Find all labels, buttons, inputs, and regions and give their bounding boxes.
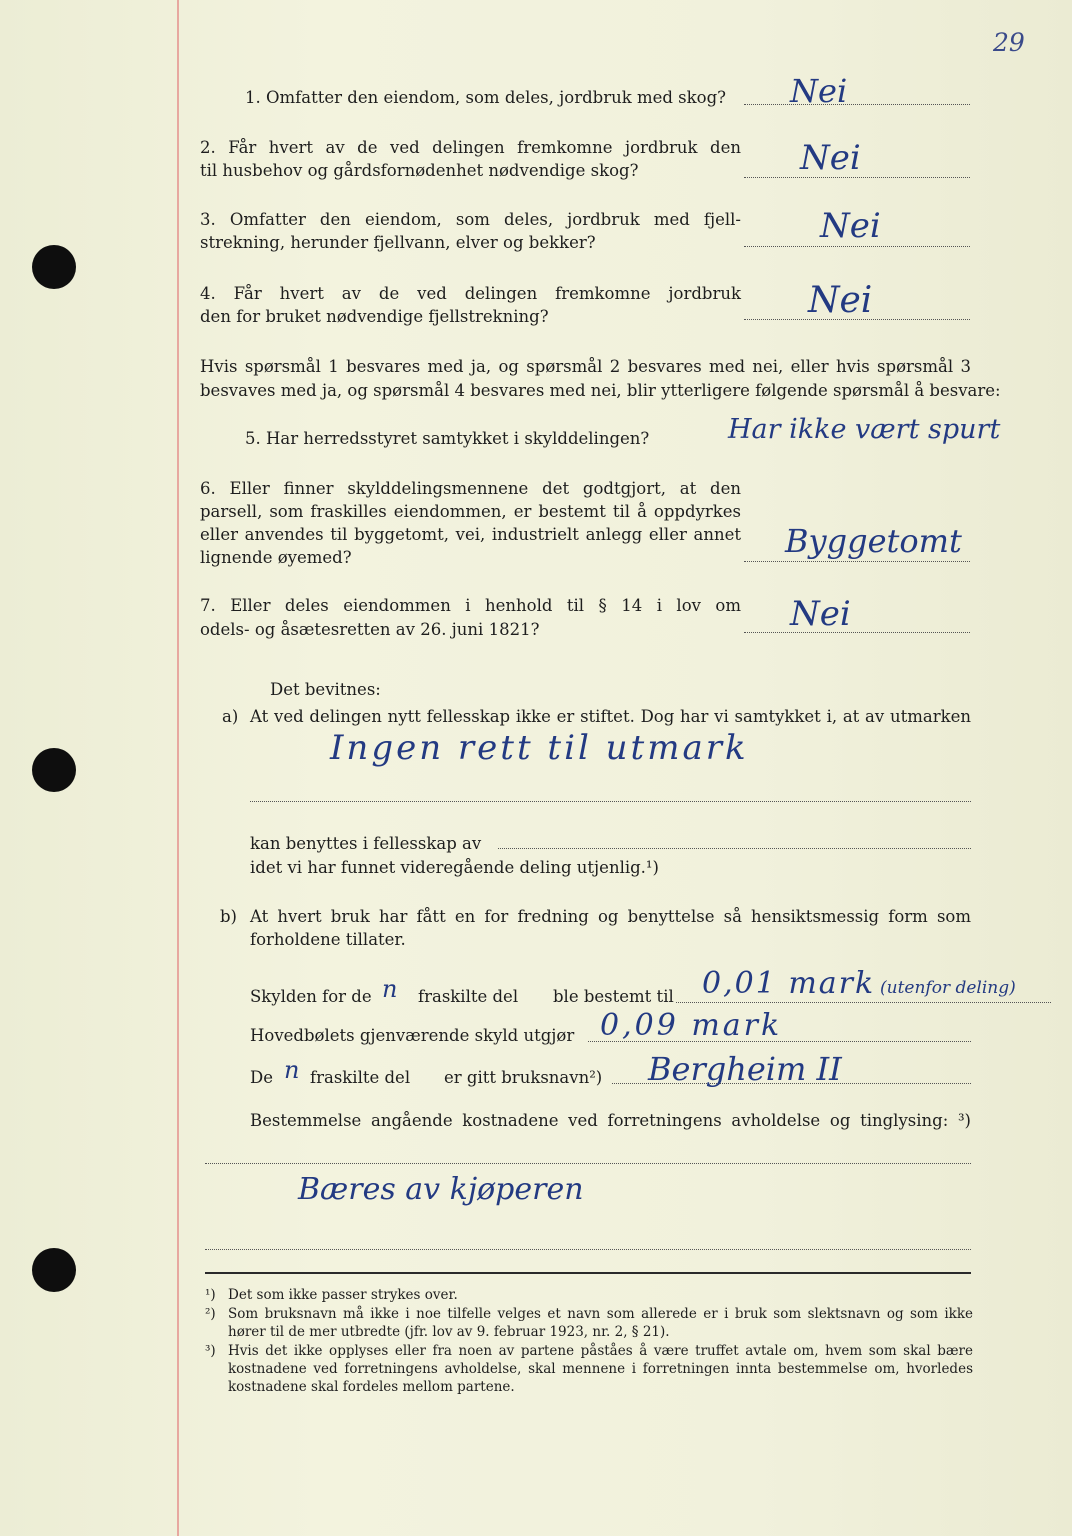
skyld-label-post: ble bestemt til: [553, 987, 674, 1006]
question-4-answer: Nei: [808, 280, 873, 321]
question-6-answer: Byggetomt: [785, 522, 962, 560]
answer-line: [744, 246, 970, 247]
red-margin-line: [177, 0, 179, 1536]
answer-line: [205, 1249, 971, 1250]
question-2-line-1: 2. Får hvert av de ved delingen fremkomne jordbruk den: [200, 138, 741, 157]
condition-line-1: Hvis spørsmål 1 besvares med ja, og spørsmål 2 besvares med nei, eller hvis spørsmål 3: [200, 357, 971, 376]
question-1-text: 1. Omfatter den eiendom, som deles, jordbruk med skog?: [245, 88, 726, 107]
footnote-1-line-1: Det som ikke passer strykes over.: [228, 1287, 458, 1303]
punch-hole-icon: [32, 1248, 76, 1292]
skyld-label-mid: fraskilte del: [418, 987, 519, 1006]
question-1-answer: Nei: [790, 72, 848, 110]
footnote-rule: [205, 1272, 971, 1274]
question-7-line-1: 7. Eller deles eiendommen i henhold til § 14 i lov om: [200, 596, 741, 615]
question-4-line-1: 4. Får hvert av de ved delingen fremkomne jordbruk: [200, 284, 741, 303]
item-a-answer: Ingen rett til utmark: [330, 728, 749, 768]
skyld-label-pre: Skylden for de: [250, 987, 372, 1006]
item-a-line-2: kan benyttes i fellesskap av: [250, 834, 482, 853]
question-3-answer: Nei: [820, 206, 881, 246]
bevitnes-heading: Det bevitnes:: [270, 680, 381, 699]
answer-line: [744, 561, 970, 562]
item-b-line-2: forholdene tillater.: [250, 930, 406, 949]
answer-line: [676, 1002, 1051, 1003]
skyld-insertion: n: [382, 975, 398, 1003]
answer-line: [744, 632, 970, 633]
bruksnavn-value: Bergheim II: [648, 1050, 842, 1088]
footnote-3-line-1: Hvis det ikke opplyses eller fra noen av partene påståes å være truffet avtale om, hvem som skal bære: [228, 1343, 973, 1359]
item-a-label: a): [222, 707, 239, 726]
page-number: 29: [993, 28, 1025, 57]
question-7-line-2: odels- og åsætesretten av 26. juni 1821?: [200, 620, 540, 639]
bruksnavn-label-pre: De: [250, 1068, 273, 1087]
footnote-2-line-2: hører til de mer utbredte (jfr. lov av 9. februar 1923, nr. 2, § 21).: [228, 1324, 670, 1340]
hoved-label: Hovedbølets gjenværende skyld utgjør: [250, 1026, 575, 1045]
question-6-line-4: lignende øyemed?: [200, 548, 352, 567]
answer-line: [744, 104, 970, 105]
question-5-text: 5. Har herredsstyret samtykket i skylddelingen?: [245, 429, 650, 448]
kostnad-label: Bestemmelse angående kostnadene ved forretningens avholdelse og tinglysing: ³): [250, 1111, 971, 1130]
answer-line: [498, 848, 971, 849]
condition-line-2: besvaves med ja, og spørsmål 4 besvares med nei, blir ytterligere følgende spørsmål å besvare:: [200, 381, 1001, 400]
question-3-line-1: 3. Omfatter den eiendom, som deles, jordbruk med fjell-: [200, 210, 741, 229]
footnote-3-line-2: kostnadene ved forretningens avholdelse, skal mennene i forretningen innta bestemmelse om, hvorledes: [228, 1361, 973, 1377]
item-b-label: b): [220, 907, 237, 926]
answer-line: [250, 801, 971, 802]
kostnad-answer: Bæres av kjøperen: [298, 1172, 584, 1207]
question-2-answer: Nei: [800, 138, 861, 178]
question-7-answer: Nei: [790, 594, 851, 634]
punch-hole-icon: [32, 245, 76, 289]
question-3-line-2: strekning, herunder fjellvann, elver og bekker?: [200, 233, 596, 252]
question-4-line-2: den for bruket nødvendige fjellstrekning?: [200, 307, 549, 326]
item-a-line-3: idet vi har funnet videregående deling utjenlig.¹): [250, 858, 659, 877]
hoved-value: 0,09 mark: [600, 1008, 783, 1043]
footnote-2-line-1: Som bruksnavn må ikke i noe tilfelle velges et navn som allerede er i bruk som slektsnavn og som ikke: [228, 1306, 973, 1322]
footnote-1-mark: ¹): [205, 1287, 216, 1303]
question-6-line-1: 6. Eller finner skylddelingsmennene det godtgjort, at den: [200, 479, 741, 498]
question-5-answer: Har ikke vært spurt: [728, 414, 1001, 445]
skyld-value: 0,01 mark: [702, 966, 876, 1001]
item-b-line-1: At hvert bruk har fått en for fredning og benyttelse så hensiktsmessig form som: [250, 907, 971, 926]
punch-hole-icon: [32, 748, 76, 792]
footnote-3-line-3: kostnadene skal fordeles mellom partene.: [228, 1379, 515, 1395]
bruksnavn-insertion: n: [284, 1056, 300, 1084]
answer-line: [205, 1163, 971, 1164]
question-6-line-2: parsell, som fraskilles eiendommen, er bestemt til å oppdyrkes: [200, 502, 741, 521]
item-a-text: At ved delingen nytt fellesskap ikke er stiftet. Dog har vi samtykket i, at av utmarken: [250, 707, 971, 726]
footnote-2-mark: ²): [205, 1306, 216, 1322]
bruksnavn-label-post: er gitt bruksnavn²): [444, 1068, 603, 1087]
footnote-3-mark: ³): [205, 1343, 216, 1359]
question-2-line-2: til husbehov og gårdsfornødenhet nødvendige skog?: [200, 161, 639, 180]
question-6-line-3: eller anvendes til byggetomt, vei, industrielt anlegg eller annet: [200, 525, 741, 544]
skyld-note: (utenfor deling): [880, 978, 1016, 998]
bruksnavn-label-mid: fraskilte del: [310, 1068, 411, 1087]
